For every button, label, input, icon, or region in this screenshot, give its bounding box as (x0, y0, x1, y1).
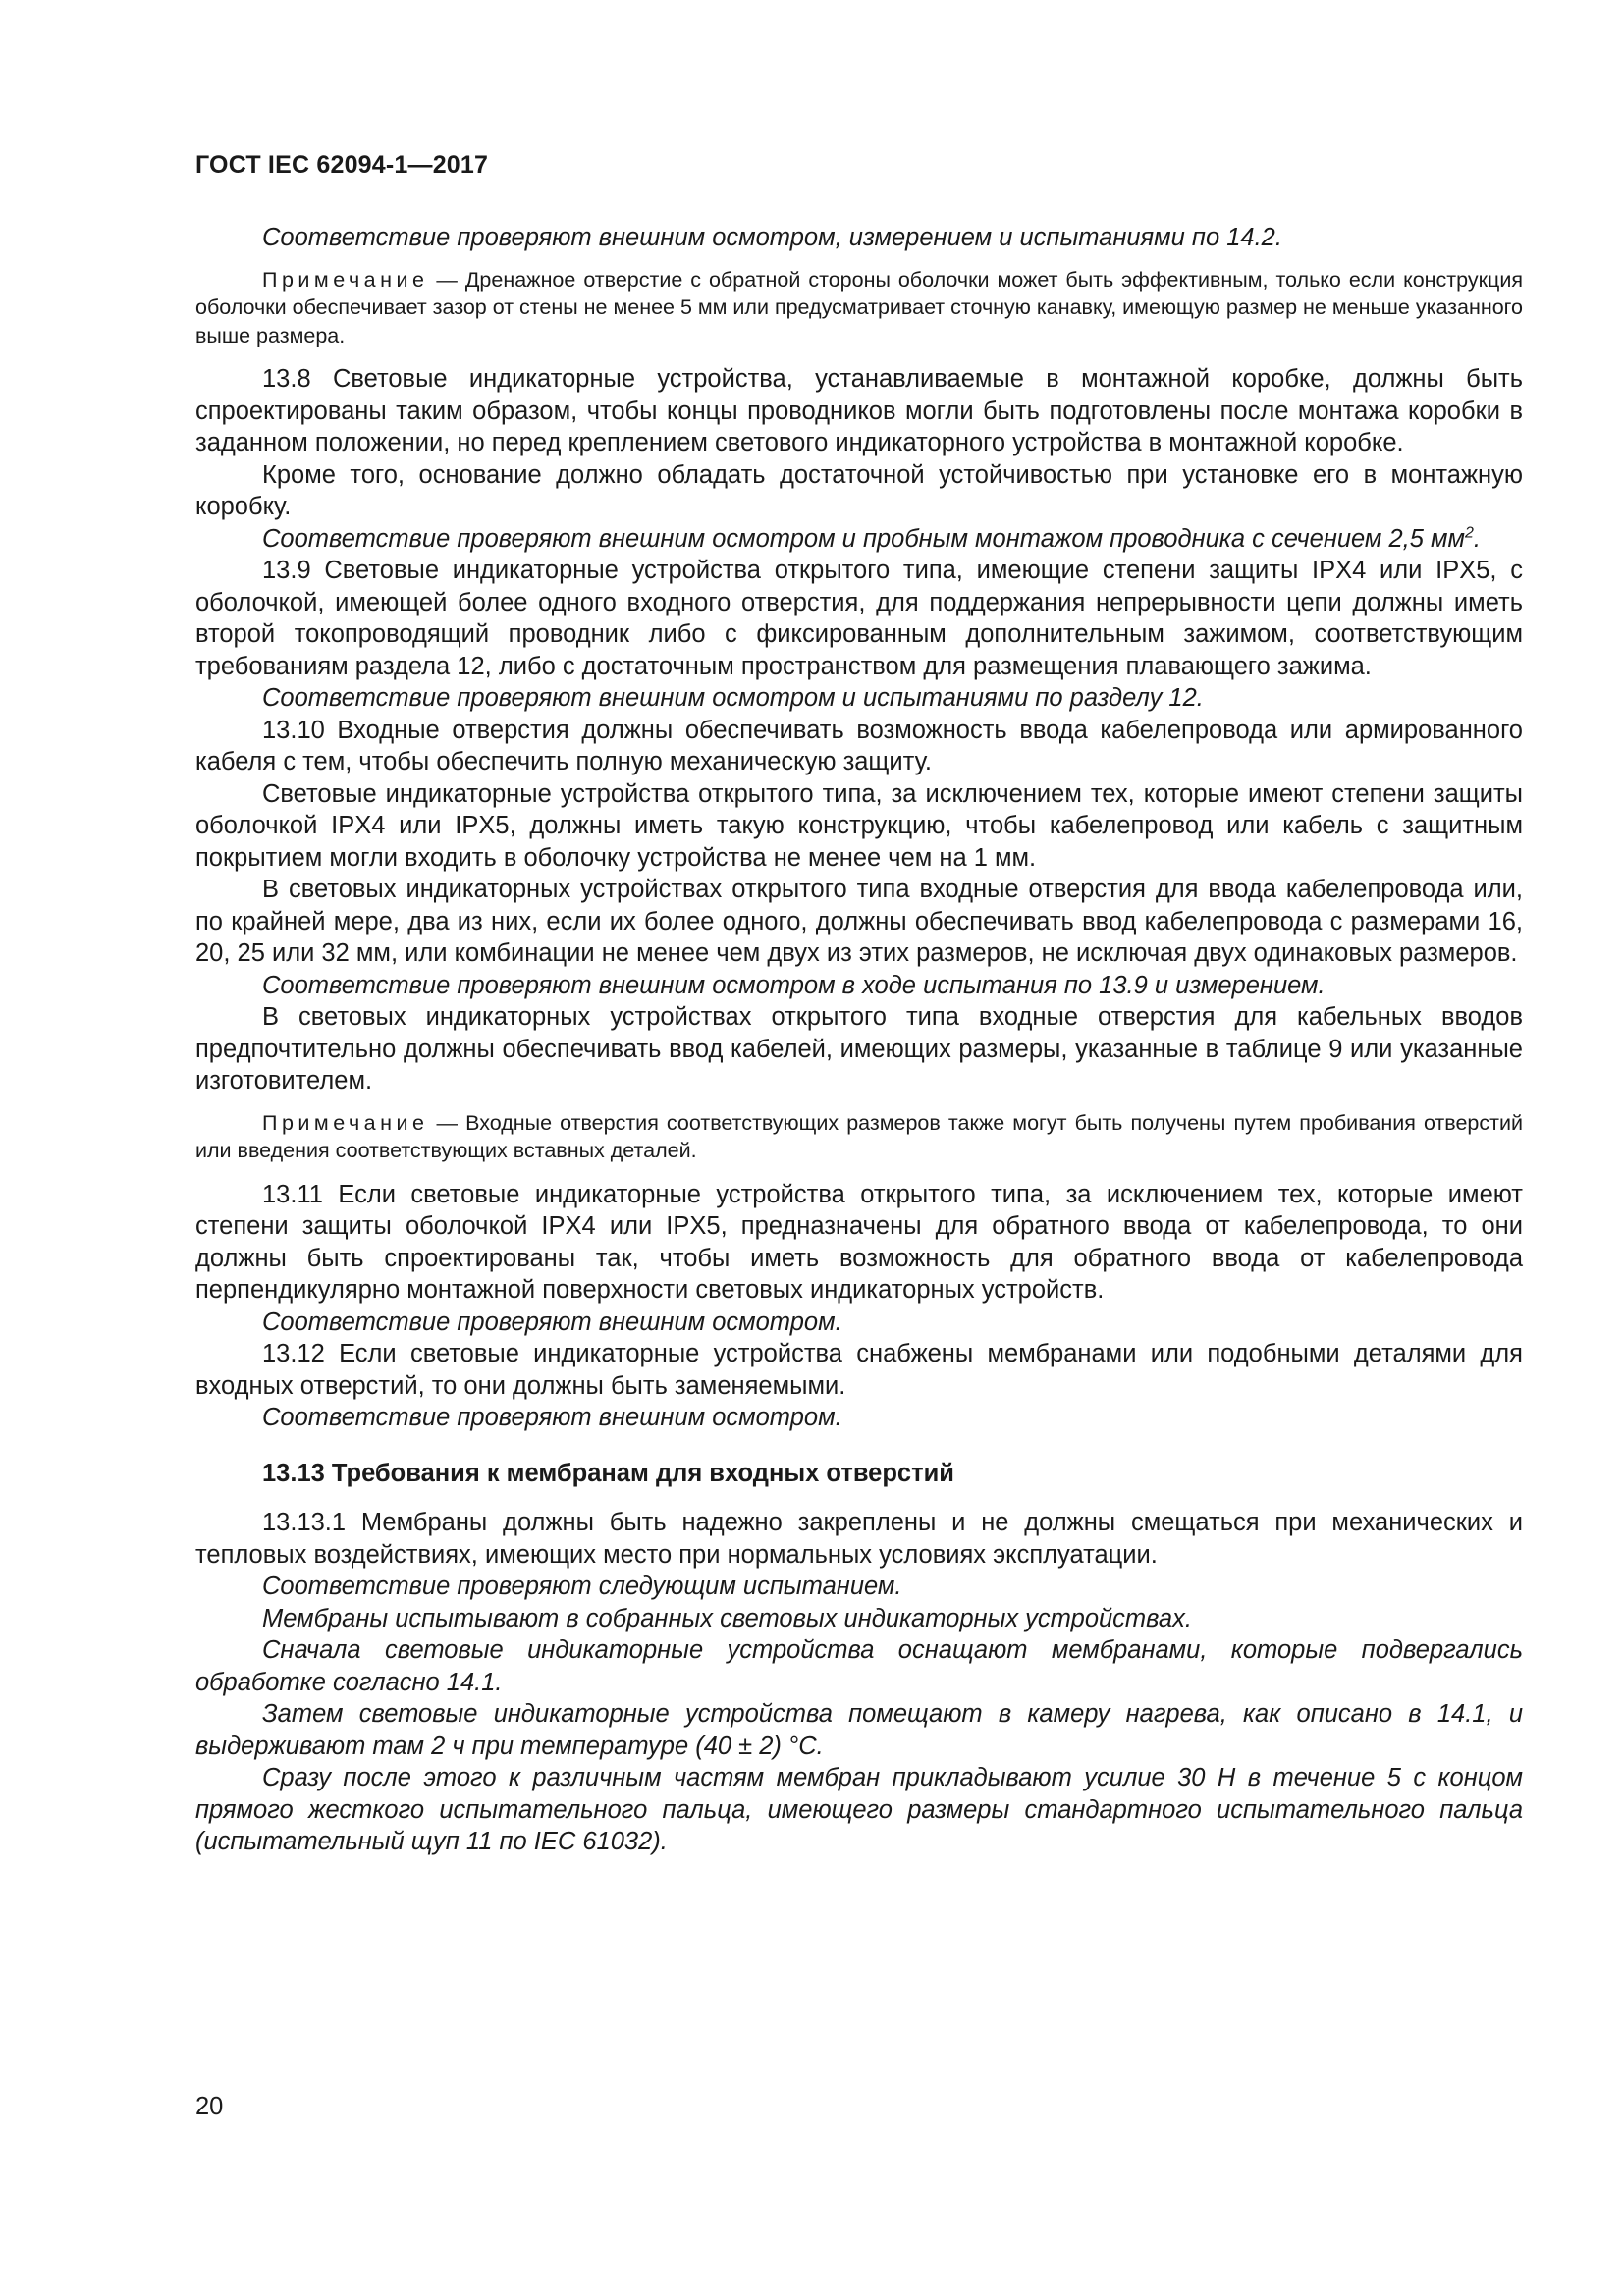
paragraph: Сначала световые индикаторные устройства оснащают мембранами, которые подвергались обработке согласно 14.1. (195, 1636, 1523, 1696)
paragraph-text: Соответствие проверяют внешним осмотром и пробным монтажом проводника с сечением 2,5 мм (262, 524, 1465, 553)
paragraph: В световых индикаторных устройствах открытого типа входные отверстия для кабельных вводов предпочтительно должны обеспечивать ввод кабелей, имеющих размеры, указанные в таблице 9 или указанные изготовителем. (195, 1003, 1523, 1095)
paragraph: 13.8 Световые индикаторные устройства, устанавливаемые в монтажной коробке, должны быть спроектированы таким образом, чтобы концы проводников могли быть подготовлены после монтажа коробки в заданном положении, но перед креплением светового индикаторного устройства в монтажной коробке. (195, 365, 1523, 456)
note-text: — Входные отверстия соответствующих размеров также могут быть получены путем пробивания отверстий или введения соответствующих вставных деталей. (195, 1110, 1523, 1162)
note-label: Примечание (262, 267, 429, 292)
note (195, 1109, 1523, 1165)
paragraph: Соответствие проверяют внешним осмотром. (262, 1308, 842, 1336)
paragraph: Соответствие проверяют следующим испытанием. (262, 1573, 902, 1600)
paragraph (195, 523, 1523, 556)
paragraph: 13.10 Входные отверстия должны обеспечивать возможность ввода кабелепровода или армированного кабеля с тем, чтобы обеспечить полную механическую защиту. (195, 716, 1523, 775)
paragraph: Кроме того, основание должно обладать достаточной устойчивостью при установке его в монтажную коробку. (195, 460, 1523, 520)
paragraph: 13.13.1 Мембраны должны быть надежно закреплены и не должны смещаться при механических и тепловых воздействиях, имеющих место при нормальных условиях эксплуатации. (195, 1509, 1523, 1569)
paragraph-end: . (1473, 524, 1481, 553)
page-number: 20 (195, 2093, 224, 2120)
paragraph: 13.9 Световые индикаторные устройства открытого типа, имеющие степени защиты IPX4 или IPX5, с оболочкой, имеющей более одного входного отверстия, для поддержания непрерывности цепи должны иметь второй токопроводящий проводник либо с фиксированным дополнительным зажимом, соответствующим требованиям раздела 12, либо с достаточным пространством для размещения плавающего зажима. (195, 557, 1523, 680)
section-heading: 13.13 Требования к мембранам для входных отверстий (262, 1459, 954, 1487)
document-header: ГОСТ IEC 62094-1—2017 (195, 151, 489, 179)
paragraph: Сразу после этого к различным частям мембран прикладывают усилие 30 Н в течение 5 с концом прямого жесткого испытательного пальца, имеющего размеры стандартного испытательного пальца (испытательный щуп 11 по IEC 61032). (195, 1764, 1523, 1855)
note (195, 266, 1523, 350)
paragraph: В световых индикаторных устройствах открытого типа входные отверстия для ввода кабелепровода или, по крайней мере, два из них, если их более одного, должны обеспечивать ввод кабелепровода с размерами 16, 20, 25 или 32 мм, или комбинации не менее чем двух из этих размеров, не исключая двух одинаковых размеров. (195, 876, 1523, 967)
paragraph: Соответствие проверяют внешним осмотром и испытаниями по разделу 12. (262, 684, 1204, 712)
paragraph: 13.12 Если световые индикаторные устройства снабжены мембранами или подобными деталями для входных отверстий, то они должны быть заменяемыми. (195, 1340, 1523, 1400)
paragraph: Соответствие проверяют внешним осмотром, измерением и испытаниями по 14.2. (262, 224, 1282, 251)
paragraph: Соответствие проверяют внешним осмотром в ходе испытания по 13.9 и измерением. (262, 971, 1326, 999)
note-label: Примечание (262, 1110, 429, 1135)
paragraph: Световые индикаторные устройства открытого типа, за исключением тех, которые имеют степени защиты оболочкой IPX4 или IPX5, должны иметь такую конструкцию, чтобы кабелепровод или кабель с защитным покрытием могли входить в оболочку устройства не менее чем на 1 мм. (195, 779, 1523, 872)
paragraph: Соответствие проверяют внешним осмотром. (262, 1404, 842, 1431)
paragraph: Мембраны испытывают в собранных световых индикаторных устройствах. (262, 1604, 1192, 1632)
note-text: — Дренажное отверстие с обратной стороны оболочки может быть эффективным, только если конструкция оболочки обеспечивает зазор от стены не менее 5 мм или предусматривает сточную канавку, имеющую размер не меньше указанного выше размера. (195, 267, 1524, 347)
superscript: 2 (1465, 524, 1474, 541)
paragraph: Затем световые индикаторные устройства помещают в камеру нагрева, как описано в 14.1, и выдерживают там 2 ч при температуре (40 ± 2) °С. (195, 1700, 1523, 1760)
document-body (195, 222, 1523, 1858)
paragraph: 13.11 Если световые индикаторные устройства открытого типа, за исключением тех, которые имеют степени защиты оболочкой IPX4 или IPX5, предназначены для обратного ввода от кабелепровода, то они должны быть спроектированы так, чтобы иметь возможность для обратного ввода от кабелепровода перпендикулярно монтажной поверхности световых индикаторных устройств. (195, 1180, 1523, 1304)
